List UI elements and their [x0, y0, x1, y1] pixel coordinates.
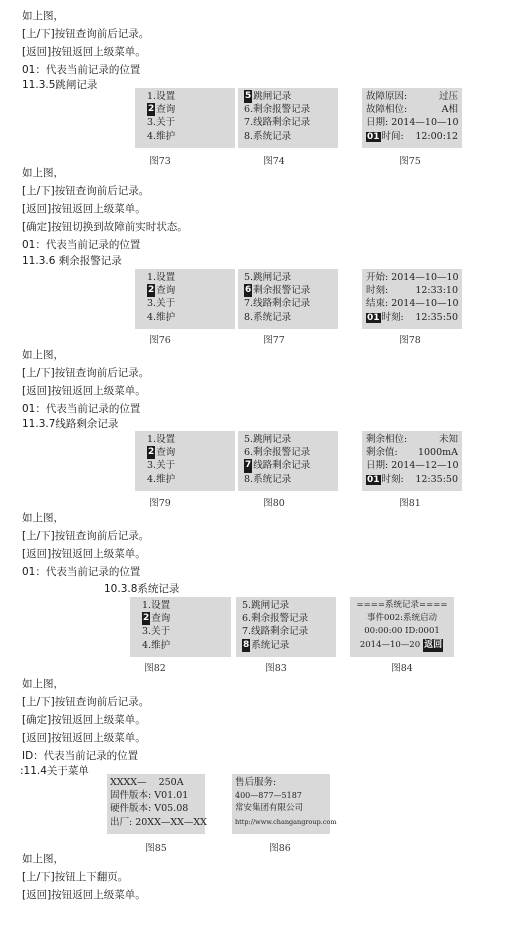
note-line: [返回]按钮返回上级菜单。 — [22, 889, 146, 901]
note-line: [返回]按钮返回上级菜单。 — [22, 548, 146, 560]
lcd-row — [141, 446, 229, 459]
lcd-row — [366, 116, 458, 129]
section-heading: 11.3.5跳闸记录 — [22, 79, 98, 91]
lcd-row — [235, 789, 327, 802]
figure-caption: 图82 — [144, 663, 166, 674]
menu-item: 8.系统记录 — [244, 473, 292, 485]
event-date: 2014—10—20 — [359, 639, 421, 650]
intro-line: 01：代表当前记录的位置 — [22, 64, 141, 76]
model-label: XXXX— — [110, 777, 147, 788]
record-index-marker: 01 — [367, 474, 380, 485]
lcd-row — [244, 297, 332, 310]
menu-item: 7.线路剩余记录 — [244, 298, 311, 310]
lcd-row — [366, 433, 458, 446]
event-time-id: 00:00:00 ID:0001 — [364, 626, 440, 637]
lcd-row — [141, 311, 229, 324]
hardware-version: 硬件版本: V05.08 — [110, 803, 189, 815]
lcd-screen-fig85 — [107, 774, 205, 834]
selection-marker: 5 — [244, 90, 252, 103]
field-value: 1000mA — [417, 447, 458, 459]
lcd-row — [242, 625, 330, 638]
service-label: 售后服务: — [235, 777, 277, 788]
menu-item: 3.关于 — [147, 117, 176, 129]
lcd-row — [141, 271, 229, 284]
selection-marker: 2 — [142, 612, 150, 625]
menu-item: 跳闸记录 — [253, 91, 292, 102]
lcd-row — [244, 90, 332, 103]
intro-line: [返回]按钮返回上级菜单。 — [22, 46, 146, 58]
field-label: 故障原因: — [366, 91, 408, 102]
lcd-screen-fig81 — [362, 431, 462, 491]
lcd-row — [110, 802, 202, 815]
menu-item: 1.设置 — [147, 434, 176, 445]
menu-item: 4.维护 — [147, 130, 176, 142]
note-line: 如上图， — [22, 678, 64, 690]
lcd-row — [235, 816, 337, 829]
lcd-screen-fig80 — [238, 431, 338, 491]
lcd-row — [244, 433, 332, 446]
rated-current: 250A — [158, 777, 184, 788]
note-line: [上/下]按钮查询前后记录。 — [22, 696, 150, 708]
lcd-row — [353, 612, 451, 625]
figure-caption: 图86 — [269, 843, 291, 854]
lcd-row — [366, 90, 458, 103]
menu-item: 1.设置 — [147, 91, 176, 102]
lcd-screen-fig73 — [135, 88, 235, 148]
note-line: ID：代表当前记录的位置 — [22, 750, 139, 762]
figure-caption: 图84 — [391, 663, 413, 674]
lcd-row — [244, 459, 332, 472]
figure-caption: 图80 — [263, 498, 285, 509]
lcd-row — [110, 789, 202, 802]
note-line: [返回]按钮返回上级菜单。 — [22, 385, 146, 397]
menu-item: 4.维护 — [142, 639, 171, 651]
lcd-row — [141, 90, 229, 103]
lcd-row — [244, 446, 332, 459]
event-text: 事件002:系统启动 — [366, 613, 438, 624]
field-label: 剩余相位: — [366, 434, 408, 445]
field-label: 故障相位: — [366, 104, 408, 116]
lcd-row — [136, 612, 225, 625]
menu-item: 线路剩余记录 — [253, 460, 311, 472]
field-label: 结束: 2014—10—10 — [366, 298, 459, 310]
lcd-screen-fig78 — [362, 269, 462, 329]
lcd-row — [235, 802, 327, 815]
intro-line: [上/下]按钮查询前后记录。 — [22, 28, 150, 40]
menu-item: 1.设置 — [147, 272, 176, 283]
field-label: 日期: 2014—10—10 — [366, 117, 459, 129]
lcd-row — [244, 473, 332, 486]
lcd-row — [136, 625, 225, 638]
menu-item: 8.系统记录 — [244, 130, 292, 142]
menu-item: 5.跳闸记录 — [244, 434, 292, 445]
figure-caption: 图85 — [145, 843, 167, 854]
selection-marker: 7 — [244, 459, 252, 472]
menu-item: 3.关于 — [147, 460, 176, 472]
selection-marker: 2 — [147, 284, 155, 297]
lcd-row — [110, 816, 207, 829]
selection-marker: 2 — [147, 446, 155, 459]
lcd-row — [141, 103, 229, 116]
field-label: 时刻: — [366, 285, 389, 297]
menu-item: 5.跳闸记录 — [244, 272, 292, 283]
lcd-row — [110, 776, 202, 789]
field-value: 过压 — [438, 91, 458, 102]
field-label: 开始: 2014—10—10 — [366, 272, 459, 283]
note-line: [上/下]按钮查询前后记录。 — [22, 185, 150, 197]
menu-item: 查询 — [156, 285, 176, 297]
lcd-row — [244, 284, 332, 297]
figure-caption: 图74 — [263, 156, 285, 167]
note-line: [返回]按钮返回上级菜单。 — [22, 732, 146, 744]
figure-caption: 图75 — [399, 156, 421, 167]
section-heading: :11.4关于菜单 — [20, 765, 89, 777]
firmware-version: 固件版本: V01.01 — [110, 790, 189, 802]
menu-item: 查询 — [156, 104, 176, 116]
note-line: 如上图， — [22, 853, 64, 865]
field-label: 时刻: — [381, 311, 404, 323]
lcd-row — [244, 130, 332, 143]
figure-caption: 图79 — [149, 498, 171, 509]
menu-item: 剩余报警记录 — [253, 285, 311, 297]
lcd-screen-fig83 — [236, 597, 336, 657]
lcd-screen-fig86 — [232, 774, 337, 834]
note-line: 01：代表当前记录的位置 — [22, 403, 141, 415]
menu-item: 系统记录 — [251, 639, 290, 651]
factory-date: 出厂: 20XX—XX—XX — [110, 816, 207, 828]
field-label: 时刻: — [381, 473, 404, 485]
company-name: 常安集团有限公司 — [235, 803, 304, 814]
lcd-row — [242, 639, 330, 652]
field-value: 12:33:10 — [415, 285, 458, 297]
lcd-row — [141, 130, 229, 143]
menu-item: 7.线路剩余记录 — [242, 626, 309, 638]
menu-item: 4.维护 — [147, 311, 176, 323]
note-line: 如上图， — [22, 167, 64, 179]
section-heading: 11.3.7线路剩余记录 — [22, 418, 119, 430]
menu-item: 7.线路剩余记录 — [244, 117, 311, 129]
lcd-screen-fig77 — [238, 269, 338, 329]
figure-caption: 图81 — [399, 498, 421, 509]
field-value: 12:00:12 — [415, 130, 458, 142]
lcd-row — [366, 271, 458, 284]
field-label: 日期: 2014—12—10 — [366, 460, 459, 472]
lcd-row — [366, 311, 458, 324]
menu-item: 5.跳闸记录 — [242, 600, 290, 611]
note-line: [确定]按钮切换到故障前实时状态。 — [22, 221, 188, 233]
field-value: 12:35:50 — [415, 311, 458, 323]
lcd-screen-fig79 — [135, 431, 235, 491]
menu-item: 6.剩余报警记录 — [244, 447, 311, 459]
lcd-row — [141, 116, 229, 129]
lcd-row — [141, 459, 229, 472]
note-line: 01：代表当前记录的位置 — [22, 566, 141, 578]
field-label: 剩余值: — [366, 447, 398, 459]
lcd-row — [366, 473, 458, 486]
lcd-row — [244, 271, 332, 284]
lcd-row — [244, 311, 332, 324]
lcd-row — [353, 599, 451, 612]
figure-caption: 图77 — [263, 335, 285, 346]
back-marker: 返回 — [423, 639, 443, 652]
lcd-row — [353, 625, 451, 638]
menu-item: 3.关于 — [147, 298, 176, 310]
lcd-row — [366, 446, 458, 459]
lcd-screen-fig84 — [350, 597, 454, 657]
lcd-row — [141, 433, 229, 446]
lcd-row — [366, 284, 458, 297]
selection-marker: 2 — [147, 103, 155, 116]
menu-item: 4.维护 — [147, 473, 176, 485]
lcd-screen-fig82 — [130, 597, 231, 657]
field-value: 12:35:50 — [415, 473, 458, 485]
lcd-row — [244, 103, 332, 116]
lcd-row — [242, 599, 330, 612]
record-index-marker: 01 — [367, 312, 380, 323]
field-value: 未知 — [438, 434, 458, 445]
screen-title: ====系统记录==== — [356, 600, 448, 610]
lcd-row — [136, 599, 225, 612]
lcd-screen-fig76 — [135, 269, 235, 329]
note-line: 如上图， — [22, 512, 64, 524]
lcd-row — [141, 473, 229, 486]
section-heading: 10.3.8系统记录 — [104, 583, 180, 595]
menu-item: 6.剩余报警记录 — [242, 613, 309, 625]
menu-item: 8.系统记录 — [244, 311, 292, 323]
lcd-row — [242, 612, 330, 625]
note-line: [返回]按钮返回上级菜单。 — [22, 203, 146, 215]
note-line: 01：代表当前记录的位置 — [22, 239, 141, 251]
lcd-row — [366, 103, 458, 116]
note-line: 如上图， — [22, 349, 64, 361]
selection-marker: 6 — [244, 284, 252, 297]
lcd-row — [366, 459, 458, 472]
menu-item: 3.关于 — [142, 626, 171, 638]
note-line: [上/下]按钮查询前后记录。 — [22, 367, 150, 379]
note-line: [上/下]按钮查询前后记录。 — [22, 530, 150, 542]
figure-caption: 图78 — [399, 335, 421, 346]
lcd-row — [136, 639, 225, 652]
lcd-row — [244, 116, 332, 129]
figure-caption: 图73 — [149, 156, 171, 167]
lcd-row — [353, 639, 451, 652]
company-url: http://www.changangroup.com — [235, 817, 337, 826]
lcd-row — [141, 297, 229, 310]
figure-caption: 图76 — [149, 335, 171, 346]
record-index-marker: 01 — [367, 131, 380, 142]
menu-item: 6.剩余报警记录 — [244, 104, 311, 116]
menu-item: 查询 — [151, 613, 171, 625]
lcd-screen-fig74 — [238, 88, 338, 148]
selection-marker: 8 — [242, 639, 250, 652]
lcd-row — [366, 130, 458, 143]
service-phone: 400—877—5187 — [235, 791, 302, 801]
intro-line: 如上图， — [22, 10, 64, 22]
note-line: [上/下]按钮上下翻页。 — [22, 871, 129, 883]
field-value: A相 — [441, 104, 458, 116]
section-heading: 11.3.6 剩余报警记录 — [22, 255, 122, 267]
lcd-screen-fig75 — [362, 88, 462, 148]
menu-item: 查询 — [156, 447, 176, 459]
lcd-row — [235, 776, 327, 789]
lcd-row — [366, 297, 458, 310]
figure-caption: 图83 — [265, 663, 287, 674]
field-label: 时间: — [381, 130, 404, 142]
note-line: [确定]按钮返回上级菜单。 — [22, 714, 146, 726]
lcd-row — [141, 284, 229, 297]
menu-item: 1.设置 — [142, 600, 171, 611]
